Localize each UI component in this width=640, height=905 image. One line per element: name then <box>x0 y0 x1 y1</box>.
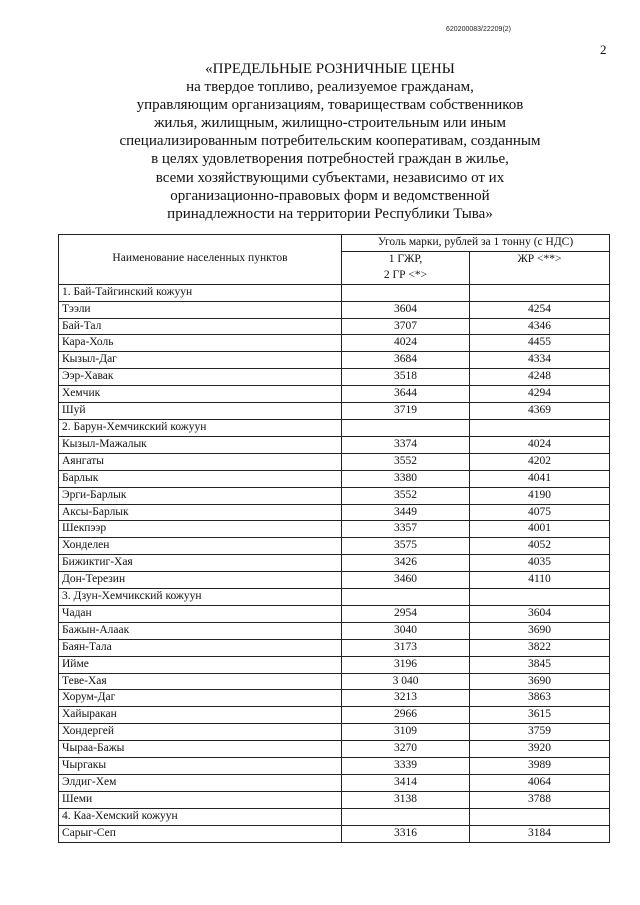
district-name: 2. Барун-Хемчикский кожуун <box>59 419 342 436</box>
table-row <box>59 301 610 318</box>
price-gzhr-gr: 3196 <box>342 656 470 673</box>
locality-name: Чыргакы <box>59 758 342 775</box>
table-row <box>59 352 610 369</box>
price-zhr: 4346 <box>470 318 610 335</box>
title-line: принадлежности на территории Республики Тыва» <box>167 205 493 222</box>
locality-name: Эрги-Барлык <box>59 487 342 504</box>
table-row <box>59 487 610 504</box>
price-gzhr-gr: 3 040 <box>342 673 470 690</box>
title-line: «ПРЕДЕЛЬНЫЕ РОЗНИЧНЫЕ ЦЕНЫ <box>205 61 455 77</box>
price-zhr: 3690 <box>470 622 610 639</box>
district-name: 3. Дзун-Хемчикский кожуун <box>59 589 342 606</box>
locality-name: Кызыл-Даг <box>59 352 342 369</box>
price-zhr: 4024 <box>470 436 610 453</box>
price-zhr: 4190 <box>470 487 610 504</box>
price-zhr <box>470 284 610 301</box>
title-line: управляющим организациям, товариществам собственников <box>136 97 524 114</box>
table-row <box>59 470 610 487</box>
table-row <box>59 673 610 690</box>
price-gzhr-gr: 3374 <box>342 436 470 453</box>
locality-name: Бай-Тал <box>59 318 342 335</box>
price-zhr: 4334 <box>470 352 610 369</box>
price-gzhr-gr: 2966 <box>342 707 470 724</box>
section-row <box>59 284 610 301</box>
price-gzhr-gr: 3604 <box>342 301 470 318</box>
table-row <box>59 791 610 808</box>
price-zhr: 3788 <box>470 791 610 808</box>
price-gzhr-gr: 3380 <box>342 470 470 487</box>
price-zhr <box>470 589 610 606</box>
price-gzhr-gr: 3357 <box>342 521 470 538</box>
price-zhr: 4041 <box>470 470 610 487</box>
price-gzhr-gr: 4024 <box>342 335 470 352</box>
price-zhr: 4075 <box>470 504 610 521</box>
locality-name: Тээли <box>59 301 342 318</box>
locality-name: Бажын-Алаак <box>59 622 342 639</box>
district-name: 1. Бай-Тайгинский кожуун <box>59 284 342 301</box>
locality-name: Чыраа-Бажы <box>59 741 342 758</box>
locality-name: Аянгаты <box>59 453 342 470</box>
title-line: организационно-правовых форм и ведомственной <box>170 187 490 204</box>
price-gzhr-gr: 3707 <box>342 318 470 335</box>
price-gzhr-gr: 3414 <box>342 775 470 792</box>
locality-name: Шуй <box>59 403 342 420</box>
price-zhr: 3822 <box>470 639 610 656</box>
price-zhr <box>470 808 610 825</box>
locality-name: Теве-Хая <box>59 673 342 690</box>
price-zhr: 4110 <box>470 572 610 589</box>
price-zhr: 4254 <box>470 301 610 318</box>
price-gzhr-gr <box>342 284 470 301</box>
locality-name: Бижиктиг-Хая <box>59 555 342 572</box>
table-row <box>59 436 610 453</box>
table-row <box>59 622 610 639</box>
table-row <box>59 369 610 386</box>
table-row <box>59 572 610 589</box>
col-header-zhr: ЖР <**> <box>470 251 610 284</box>
table-row <box>59 403 610 420</box>
table-row <box>59 318 610 335</box>
col-header-coal-price: Уголь марки, рублей за 1 тонну (с НДС) <box>342 235 610 252</box>
table-row <box>59 724 610 741</box>
col-header-gzhr-line: 1 ГЖР, <box>388 252 423 265</box>
price-zhr: 3184 <box>470 825 610 842</box>
price-zhr: 4001 <box>470 521 610 538</box>
price-gzhr-gr: 3270 <box>342 741 470 758</box>
price-zhr: 3615 <box>470 707 610 724</box>
price-zhr: 4294 <box>470 386 610 403</box>
table-row <box>59 555 610 572</box>
price-gzhr-gr: 3138 <box>342 791 470 808</box>
price-gzhr-gr: 3518 <box>342 369 470 386</box>
price-zhr: 3989 <box>470 758 610 775</box>
locality-name: Хонделен <box>59 538 342 555</box>
price-gzhr-gr: 3644 <box>342 386 470 403</box>
table-body <box>59 284 610 842</box>
price-gzhr-gr: 3719 <box>342 403 470 420</box>
locality-name: Хондергей <box>59 724 342 741</box>
price-gzhr-gr: 3426 <box>342 555 470 572</box>
title-line: в целях удовлетворения потребностей граждан в жилье, <box>151 151 509 168</box>
price-table <box>58 234 610 843</box>
price-zhr: 3759 <box>470 724 610 741</box>
table-row <box>59 538 610 555</box>
table-row <box>59 707 610 724</box>
locality-name: Хорум-Даг <box>59 690 342 707</box>
price-gzhr-gr: 3460 <box>342 572 470 589</box>
price-gzhr-gr <box>342 808 470 825</box>
section-row <box>59 589 610 606</box>
price-gzhr-gr: 3040 <box>342 622 470 639</box>
page-number: 2 <box>600 42 607 57</box>
price-gzhr-gr: 3339 <box>342 758 470 775</box>
price-gzhr-gr: 3552 <box>342 487 470 504</box>
table-row <box>59 639 610 656</box>
district-name: 4. Каа-Хемский кожуун <box>59 808 342 825</box>
table-row <box>59 656 610 673</box>
price-gzhr-gr: 3552 <box>342 453 470 470</box>
col-header-gr-line: 2 ГР <*> <box>383 268 428 281</box>
table-row <box>59 335 610 352</box>
price-gzhr-gr: 2954 <box>342 605 470 622</box>
price-zhr: 4064 <box>470 775 610 792</box>
locality-name: Кызыл-Мажалык <box>59 436 342 453</box>
locality-name: Аксы-Барлык <box>59 504 342 521</box>
locality-name: Хайыракан <box>59 707 342 724</box>
price-zhr: 4369 <box>470 403 610 420</box>
price-gzhr-gr: 3316 <box>342 825 470 842</box>
locality-name: Дон-Терезин <box>59 572 342 589</box>
title-line: на твердое топливо, реализуемое гражданам, <box>186 79 474 96</box>
col-header-locality: Наименование населенных пунктов <box>59 235 342 285</box>
price-zhr: 3604 <box>470 605 610 622</box>
price-gzhr-gr: 3449 <box>342 504 470 521</box>
price-zhr <box>470 419 610 436</box>
locality-name: Элдиг-Хем <box>59 775 342 792</box>
price-gzhr-gr: 3173 <box>342 639 470 656</box>
price-zhr: 4052 <box>470 538 610 555</box>
table-row <box>59 758 610 775</box>
table-row <box>59 521 610 538</box>
table-row <box>59 386 610 403</box>
price-gzhr-gr: 3684 <box>342 352 470 369</box>
price-zhr: 3690 <box>470 673 610 690</box>
table-row <box>59 453 610 470</box>
table-row <box>59 775 610 792</box>
price-zhr: 3920 <box>470 741 610 758</box>
locality-name: Кара-Холь <box>59 335 342 352</box>
col-header-gzhr-gr <box>342 251 470 284</box>
document-title <box>60 60 600 223</box>
document-number: 620200083/22209(2) <box>446 26 512 33</box>
locality-name: Баян-Тала <box>59 639 342 656</box>
title-line: специализированным потребительским кооперативам, созданным <box>119 133 541 150</box>
price-gzhr-gr: 3213 <box>342 690 470 707</box>
locality-name: Чадан <box>59 605 342 622</box>
table-row <box>59 690 610 707</box>
locality-name: Сарыг-Сеп <box>59 825 342 842</box>
locality-name: Шеми <box>59 791 342 808</box>
price-gzhr-gr: 3109 <box>342 724 470 741</box>
locality-name: Хемчик <box>59 386 342 403</box>
price-zhr: 4455 <box>470 335 610 352</box>
locality-name: Ийме <box>59 656 342 673</box>
locality-name: Барлык <box>59 470 342 487</box>
price-zhr: 4035 <box>470 555 610 572</box>
price-gzhr-gr <box>342 589 470 606</box>
price-zhr: 3845 <box>470 656 610 673</box>
price-zhr: 4248 <box>470 369 610 386</box>
section-row <box>59 419 610 436</box>
price-gzhr-gr <box>342 419 470 436</box>
price-zhr: 3863 <box>470 690 610 707</box>
table-row <box>59 825 610 842</box>
price-gzhr-gr: 3575 <box>342 538 470 555</box>
title-line: жилья, жилищным, жилищно-строительным или иным <box>154 115 506 132</box>
section-row <box>59 808 610 825</box>
price-zhr: 4202 <box>470 453 610 470</box>
table-row <box>59 741 610 758</box>
table-row <box>59 504 610 521</box>
locality-name: Шекпээр <box>59 521 342 538</box>
table-row <box>59 605 610 622</box>
locality-name: Ээр-Хавак <box>59 369 342 386</box>
title-line: всеми хозяйствующими субъектами, независимо от их <box>155 169 505 186</box>
